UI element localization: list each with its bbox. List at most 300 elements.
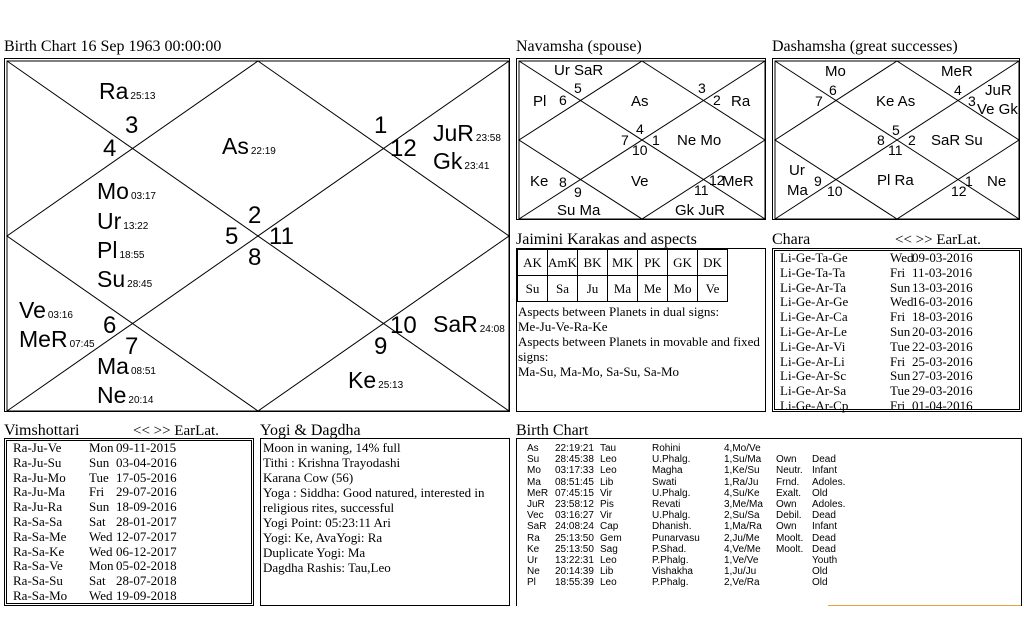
- longitude-cell: 24:08:24: [555, 521, 594, 533]
- table-row[interactable]: [527, 555, 852, 566]
- sign-number: 11: [269, 223, 294, 250]
- karaka-value: Ve: [698, 276, 728, 302]
- pada-lords-cell: 1,Ve/Ve: [724, 555, 759, 567]
- planet-cell: Mo: [527, 465, 541, 477]
- karaka-header: AK: [518, 250, 548, 276]
- longitude-cell: 25:13:50: [555, 543, 594, 555]
- chara-row[interactable]: [780, 295, 973, 310]
- planet-su[interactable]: Su 28:45: [97, 266, 153, 292]
- yogi-title: Yogi & Dagdha: [260, 422, 361, 439]
- chara-row[interactable]: [780, 325, 973, 340]
- table-row[interactable]: [527, 465, 852, 476]
- chara-title: Chara: [772, 231, 811, 248]
- longitude-cell: 20:14:39: [555, 566, 594, 578]
- avastha-cell: [812, 443, 852, 454]
- planet-label: Ve: [631, 173, 649, 190]
- avastha-cell: Old: [812, 487, 828, 499]
- planet-ur[interactable]: Ur 13:22: [97, 208, 149, 234]
- weekday: Fri: [890, 397, 906, 413]
- planet-label: Ke As: [876, 93, 916, 110]
- weekday: Sun: [89, 454, 110, 470]
- vimshottari-row[interactable]: [13, 500, 177, 515]
- sign-cell: Gem: [600, 532, 622, 544]
- longitude-cell: 18:55:39: [555, 577, 594, 589]
- dignity-cell: Frnd.: [776, 476, 800, 488]
- birth-table: [527, 443, 852, 589]
- pada-lords-cell: 4,Ve/Me: [724, 543, 761, 555]
- pada-lords-cell: 1,Ma/Ra: [724, 521, 762, 533]
- date: 27-03-2016: [912, 368, 973, 384]
- date: 16-03-2016: [912, 294, 973, 310]
- chara-row[interactable]: [780, 399, 973, 414]
- planet-ma[interactable]: Ma 08:51: [97, 353, 156, 379]
- dignity-cell: Own: [776, 499, 797, 511]
- planet-cell: Su: [527, 454, 540, 466]
- sign-number: 2: [908, 132, 916, 148]
- jaimini-title: Jaimini Karakas and aspects: [516, 231, 697, 248]
- longitude-cell: 23:58:12: [555, 499, 594, 511]
- sign-number: 11: [694, 182, 709, 198]
- avastha-cell: Infant: [812, 521, 838, 533]
- vimshottari-row[interactable]: [13, 559, 177, 574]
- dignity-cell: Exalt.: [776, 487, 802, 499]
- planet-label: Ma: [787, 182, 808, 199]
- dignity-cell: [776, 555, 812, 566]
- weekday: Tue: [89, 469, 109, 485]
- sign-number: 3: [698, 80, 706, 96]
- nakshatra-cell: Swati: [652, 476, 677, 488]
- karaka-header: PK: [638, 250, 668, 276]
- planet-ra[interactable]: Ra 25:13: [99, 78, 156, 104]
- date: 28-01-2017: [116, 513, 177, 529]
- avastha-cell: Old: [812, 566, 828, 578]
- avastha-cell: Adoles.: [812, 499, 846, 511]
- table-row[interactable]: [527, 443, 852, 454]
- nakshatra-cell: Magha: [652, 465, 683, 477]
- date: 11-03-2016: [912, 264, 973, 280]
- planet-cell: MeR: [527, 487, 549, 499]
- planet-cell: Vec: [527, 510, 544, 522]
- sign-number: 12: [951, 183, 967, 199]
- sign-number: 12: [390, 135, 417, 162]
- sign-number: 8: [559, 174, 567, 190]
- karaka-value: Ju: [578, 276, 608, 302]
- date: 19-09-2018: [116, 587, 177, 603]
- planet-label: MeR: [722, 173, 754, 190]
- planet-label: SaR Su: [931, 132, 983, 149]
- dignity-cell: Neutr.: [776, 465, 803, 477]
- chara-row[interactable]: [780, 369, 973, 384]
- date: 09-11-2015: [116, 440, 177, 455]
- planet-mer[interactable]: MeR 07:45: [19, 326, 95, 352]
- nakshatra-cell: Vishakha: [652, 566, 693, 578]
- planet-label: Gk JuR: [675, 202, 726, 219]
- table-row[interactable]: [527, 510, 852, 521]
- planet-cell: Ne: [527, 566, 540, 578]
- period-name: Ra-Sa-Ke: [13, 543, 65, 559]
- sign-number: 1: [374, 112, 388, 139]
- table-row[interactable]: [527, 454, 852, 465]
- sign-number: 1: [652, 132, 660, 148]
- planet-label: Su Ma: [557, 202, 601, 219]
- karaka-header: AmK: [548, 250, 578, 276]
- weekday: Wed: [890, 250, 914, 265]
- planet-ve[interactable]: Ve 03:16: [19, 297, 73, 323]
- period-name: Li-Ge-Ar-Cp: [780, 397, 849, 413]
- sign-cell: Vir: [600, 487, 613, 499]
- vimshottari-row[interactable]: [13, 471, 177, 486]
- karaka-header: GK: [668, 250, 698, 276]
- dashamsha-chart[interactable]: [772, 58, 1020, 220]
- date: 29-03-2016: [912, 383, 973, 399]
- planet-cell: As: [527, 443, 539, 454]
- yogi-panel: [260, 438, 510, 606]
- date: 05-02-2018: [116, 558, 177, 574]
- sign-cell: Tau: [600, 443, 617, 454]
- vimshottari-row[interactable]: [13, 530, 177, 545]
- table-row[interactable]: [527, 488, 852, 499]
- vimshottari-row[interactable]: [13, 456, 177, 471]
- planet-jur[interactable]: JuR 23:58: [433, 120, 501, 146]
- period-name: Li-Ge-Ta-Ta: [780, 264, 846, 280]
- avastha-cell: Youth: [812, 555, 838, 567]
- period-name: Ra-Ju-Ra: [13, 499, 63, 515]
- weekday: Sun: [890, 279, 911, 295]
- karaka-value: Sa: [548, 276, 578, 302]
- birth-chart-title: Birth Chart 16 Sep 1963 00:00:00: [4, 38, 222, 55]
- longitude-cell: 22:19:21: [555, 443, 594, 454]
- sign-number: 5: [892, 122, 900, 138]
- weekday: Wed: [89, 543, 113, 559]
- sign-number: 6: [829, 82, 837, 98]
- dignity-cell: Own: [776, 454, 797, 466]
- weekday: Tue: [890, 383, 910, 399]
- vimshottari-row[interactable]: [13, 574, 177, 589]
- chara-nav[interactable]: << >> EarLat.: [895, 232, 981, 248]
- birth-table-title: Birth Chart: [516, 422, 589, 439]
- longitude-cell: 07:45:15: [555, 487, 594, 499]
- pada-lords-cell: 1,Su/Ma: [724, 454, 762, 466]
- chara-row[interactable]: [780, 310, 973, 325]
- table-row[interactable]: [527, 521, 852, 532]
- planet-mo[interactable]: Mo 03:17: [97, 178, 156, 204]
- planet-label: Pl Ra: [877, 172, 914, 189]
- sign-number: 3: [125, 112, 139, 139]
- vimshottari-row[interactable]: [13, 545, 177, 560]
- aspects-dual: Me-Ju-Ve-Ra-Ke: [518, 319, 608, 334]
- nakshatra-cell: Rohini: [652, 443, 681, 454]
- pada-lords-cell: 4,Su/Ke: [724, 487, 760, 499]
- period-name: Li-Ge-Ar-Le: [780, 323, 847, 339]
- longitude-cell: 03:16:27: [555, 510, 594, 522]
- yogi-line: Dagdha Rashis: Tau,Leo: [263, 560, 391, 575]
- period-name: Ra-Ju-Su: [13, 454, 62, 470]
- vimshottari-row[interactable]: [13, 441, 177, 456]
- date: 25-03-2016: [912, 353, 973, 369]
- table-row[interactable]: [527, 566, 852, 577]
- sign-cell: Cap: [600, 521, 619, 533]
- karaka-value: Me: [638, 276, 668, 302]
- avastha-cell: Dead: [812, 543, 836, 555]
- date: 06-12-2017: [116, 543, 177, 559]
- planet-label: Pl: [533, 93, 547, 110]
- planet-ke[interactable]: Ke 25:13: [348, 367, 404, 393]
- table-row[interactable]: [527, 533, 852, 544]
- sign-number: 4: [954, 82, 962, 98]
- date: 28-07-2018: [116, 573, 177, 589]
- period-name: Ra-Sa-Sa: [13, 513, 63, 529]
- sign-number: 10: [632, 142, 648, 158]
- table-row[interactable]: [527, 577, 852, 588]
- period-name: Ra-Sa-Mo: [13, 587, 68, 603]
- date: 09-03-2016: [912, 250, 973, 265]
- sign-number: 3: [968, 93, 976, 109]
- planet-cell: JuR: [527, 499, 545, 511]
- aspects-text: [518, 304, 764, 379]
- avastha-cell: Infant: [812, 465, 838, 477]
- yogi-line: Tithi : Krishna Trayodashi: [263, 455, 401, 470]
- period-name: Li-Ge-Ta-Ge: [780, 250, 848, 265]
- chara-row[interactable]: [780, 384, 973, 399]
- pada-lords-cell: 1,Ju/Ju: [724, 566, 757, 578]
- karakas-table: [517, 249, 728, 302]
- period-name: Ra-Ju-Ve: [13, 440, 62, 455]
- planet-label: Mo: [825, 63, 846, 80]
- period-name: Ra-Sa-Su: [13, 573, 63, 589]
- planet-label: Ra: [731, 93, 751, 110]
- table-row[interactable]: [527, 544, 852, 555]
- sign-number: 9: [374, 333, 388, 360]
- sign-cell: Leo: [600, 454, 617, 466]
- weekday: Sun: [890, 323, 911, 339]
- sign-number: 5: [225, 223, 239, 250]
- sign-cell: Leo: [600, 465, 617, 477]
- planet-sar[interactable]: SaR 24:08: [433, 311, 505, 337]
- panel-edge: [1021, 438, 1022, 606]
- weekday: Wed: [89, 528, 113, 544]
- birth-chart[interactable]: [4, 58, 510, 412]
- chara-row[interactable]: [780, 266, 973, 281]
- aspects-movable-label: Aspects between Planets in movable and fixed signs:: [518, 334, 760, 364]
- longitude-cell: 03:17:33: [555, 465, 594, 477]
- date: 01-04-2016: [912, 397, 973, 413]
- planet-cell: Ur: [527, 555, 538, 567]
- vimshottari-title: Vimshottari: [4, 422, 80, 439]
- longitude-cell: 13:22:31: [555, 555, 594, 567]
- period-name: Ra-Ju-Ma: [13, 484, 65, 500]
- sign-number: 12: [709, 172, 725, 188]
- sign-number: 7: [125, 333, 139, 360]
- date: 18-09-2016: [116, 499, 177, 515]
- sign-number: 9: [574, 184, 582, 200]
- planet-cell: SaR: [527, 521, 547, 533]
- sign-number: 5: [574, 80, 582, 96]
- yogi-line: Yoga : Siddha: Good natured, interested in religious rites, successful: [263, 485, 485, 515]
- nakshatra-cell: U.Phalg.: [652, 487, 691, 499]
- planet-cell: Ma: [527, 476, 541, 488]
- dignity-cell: [776, 577, 812, 588]
- period-name: Li-Ge-Ar-Ge: [780, 294, 849, 310]
- yogi-line: Yogi: Ke, AvaYogi: Ra: [263, 530, 383, 545]
- vimshottari-nav[interactable]: << >> EarLat.: [133, 423, 219, 439]
- sign-number: 6: [559, 92, 567, 108]
- table-row[interactable]: [527, 477, 852, 488]
- pada-lords-cell: 2,Su/Sa: [724, 510, 760, 522]
- vimshottari-row[interactable]: [13, 515, 177, 530]
- dashamsha-title: Dashamsha (great successes): [772, 38, 958, 55]
- sign-number: 1: [965, 173, 973, 189]
- chara-row[interactable]: [780, 355, 973, 370]
- sign-cell: Leo: [600, 577, 617, 589]
- dignity-cell: Moolt.: [776, 543, 804, 555]
- chara-row[interactable]: [780, 251, 973, 266]
- sign-cell: Lib: [600, 566, 614, 578]
- longitude-cell: 28:45:38: [555, 454, 594, 466]
- date: 18-03-2016: [912, 309, 973, 325]
- date: 17-05-2016: [116, 469, 177, 485]
- period-name: Li-Ge-Ar-Sa: [780, 383, 847, 399]
- chara-panel: [772, 248, 1022, 412]
- navamsha-chart[interactable]: [516, 58, 766, 220]
- longitude-cell: 08:51:45: [555, 476, 594, 488]
- date: 29-07-2016: [116, 484, 177, 500]
- planet-label: Ke: [530, 173, 549, 190]
- nakshatra-cell: Dhanish.: [652, 521, 692, 533]
- avastha-cell: Dead: [812, 510, 836, 522]
- sign-number: 2: [248, 202, 262, 229]
- period-name: Li-Ge-Ar-Sc: [780, 368, 847, 384]
- sign-cell: Pis: [600, 499, 614, 511]
- weekday: Fri: [89, 484, 105, 500]
- navamsha-grid: [517, 59, 767, 221]
- weekday: Wed: [89, 587, 113, 603]
- karaka-value: Ma: [608, 276, 638, 302]
- aspects-dual-label: Aspects between Planets in dual signs:: [518, 304, 720, 319]
- date: 13-03-2016: [912, 279, 973, 295]
- birth-table-panel: [516, 438, 1022, 606]
- table-row[interactable]: [527, 499, 852, 510]
- planet-gk[interactable]: Gk 23:41: [433, 148, 490, 174]
- weekday: Wed: [890, 294, 914, 310]
- avastha-cell: Adoles.: [812, 476, 846, 488]
- longitude-cell: 25:13:50: [555, 532, 594, 544]
- dignity-cell: [776, 566, 812, 577]
- weekday: Mon: [89, 440, 114, 455]
- weekday: Sun: [890, 368, 911, 384]
- period-name: Li-Ge-Ar-Ta: [780, 279, 846, 295]
- pada-lords-cell: 4,Mo/Ve: [724, 443, 761, 454]
- yogi-line: Duplicate Yogi: Ma: [263, 545, 366, 560]
- sign-number: 10: [390, 312, 417, 339]
- planet-label: Ur: [789, 162, 805, 179]
- period-name: Ra-Ju-Mo: [13, 469, 66, 485]
- sign-number: 10: [827, 183, 843, 199]
- chara-list: [780, 251, 973, 414]
- weekday: Fri: [890, 264, 906, 280]
- vimshottari-panel: [4, 438, 254, 606]
- chara-row[interactable]: [780, 281, 973, 296]
- weekday: Sat: [89, 513, 106, 529]
- vimshottari-row[interactable]: [13, 589, 177, 604]
- sign-cell: Lib: [600, 476, 614, 488]
- sign-number: 7: [815, 93, 823, 109]
- sign-number: 9: [814, 173, 822, 189]
- chara-row[interactable]: [780, 340, 973, 355]
- jaimini-panel: [516, 248, 766, 412]
- weekday: Tue: [890, 338, 910, 354]
- yogi-line: Moon in waning, 14% full: [263, 440, 401, 455]
- period-name: Ra-Sa-Me: [13, 528, 67, 544]
- navamsha-title: Navamsha (spouse): [516, 38, 642, 55]
- sign-number: 11: [888, 142, 903, 158]
- nakshatra-cell: Revati: [652, 499, 681, 511]
- karaka-value: Su: [518, 276, 548, 302]
- pada-lords-cell: 3,Me/Ma: [724, 499, 763, 511]
- weekday: Fri: [890, 309, 906, 325]
- sign-number: 4: [636, 121, 644, 137]
- planet-cell: Pl: [527, 577, 536, 589]
- planet-cell: Ra: [527, 532, 540, 544]
- karakas-header-row: [518, 250, 728, 276]
- date: 03-04-2016: [116, 454, 177, 470]
- karaka-header: DK: [698, 250, 728, 276]
- period-name: Li-Ge-Ar-Vi: [780, 338, 846, 354]
- planet-as[interactable]: As 22:19: [222, 133, 276, 159]
- nakshatra-cell: P.Shad.: [652, 543, 687, 555]
- sign-number: 8: [877, 132, 885, 148]
- aspects-movable: Ma-Su, Ma-Mo, Sa-Su, Sa-Mo: [518, 364, 680, 379]
- planet-pl[interactable]: Pl 18:55: [97, 237, 145, 263]
- planet-label: As: [631, 93, 649, 110]
- period-name: Li-Ge-Ar-Ca: [780, 309, 848, 325]
- nakshatra-cell: U.Phalg.: [652, 454, 691, 466]
- pada-lords-cell: 2,Ve/Ra: [724, 577, 760, 589]
- yogi-text: [263, 440, 509, 575]
- sign-number: 6: [103, 312, 117, 339]
- dashamsha-grid: [773, 59, 1021, 221]
- weekday: Sat: [89, 573, 106, 589]
- sign-number: 4: [103, 135, 117, 162]
- pada-lords-cell: 1,Ra/Ju: [724, 476, 759, 488]
- yogi-line: Yogi Point: 05:23:11 Ari: [263, 515, 391, 530]
- planet-ne[interactable]: Ne 20:14: [97, 382, 154, 408]
- yogi-line: Karana Cow (56): [263, 470, 354, 485]
- birth-chart-grid: [5, 59, 511, 413]
- sign-cell: Vir: [600, 510, 613, 522]
- nakshatra-cell: P.Phalg.: [652, 577, 689, 589]
- date: 22-03-2016: [912, 338, 973, 354]
- karaka-header: MK: [608, 250, 638, 276]
- planet-label: JuR: [985, 82, 1012, 99]
- period-name: Li-Ge-Ar-Li: [780, 353, 845, 369]
- planet-label: Ve Gk: [977, 101, 1018, 118]
- nakshatra-cell: U.Phalg.: [652, 510, 691, 522]
- period-name: Ra-Sa-Ve: [13, 558, 63, 574]
- date: 20-03-2016: [912, 323, 973, 339]
- nakshatra-cell: P.Phalg.: [652, 555, 689, 567]
- nakshatra-cell: Punarvasu: [652, 532, 700, 544]
- dignity-cell: Debil.: [776, 510, 802, 522]
- planet-cell: Ke: [527, 543, 540, 555]
- karakas-value-row: [518, 276, 728, 302]
- sign-cell: Leo: [600, 555, 617, 567]
- vimshottari-row[interactable]: [13, 485, 177, 500]
- planet-label: Ne Mo: [677, 132, 722, 149]
- karaka-header: BK: [578, 250, 608, 276]
- dignity-cell: [776, 443, 812, 454]
- planet-label: MeR: [941, 63, 973, 80]
- sign-cell: Sag: [600, 543, 618, 555]
